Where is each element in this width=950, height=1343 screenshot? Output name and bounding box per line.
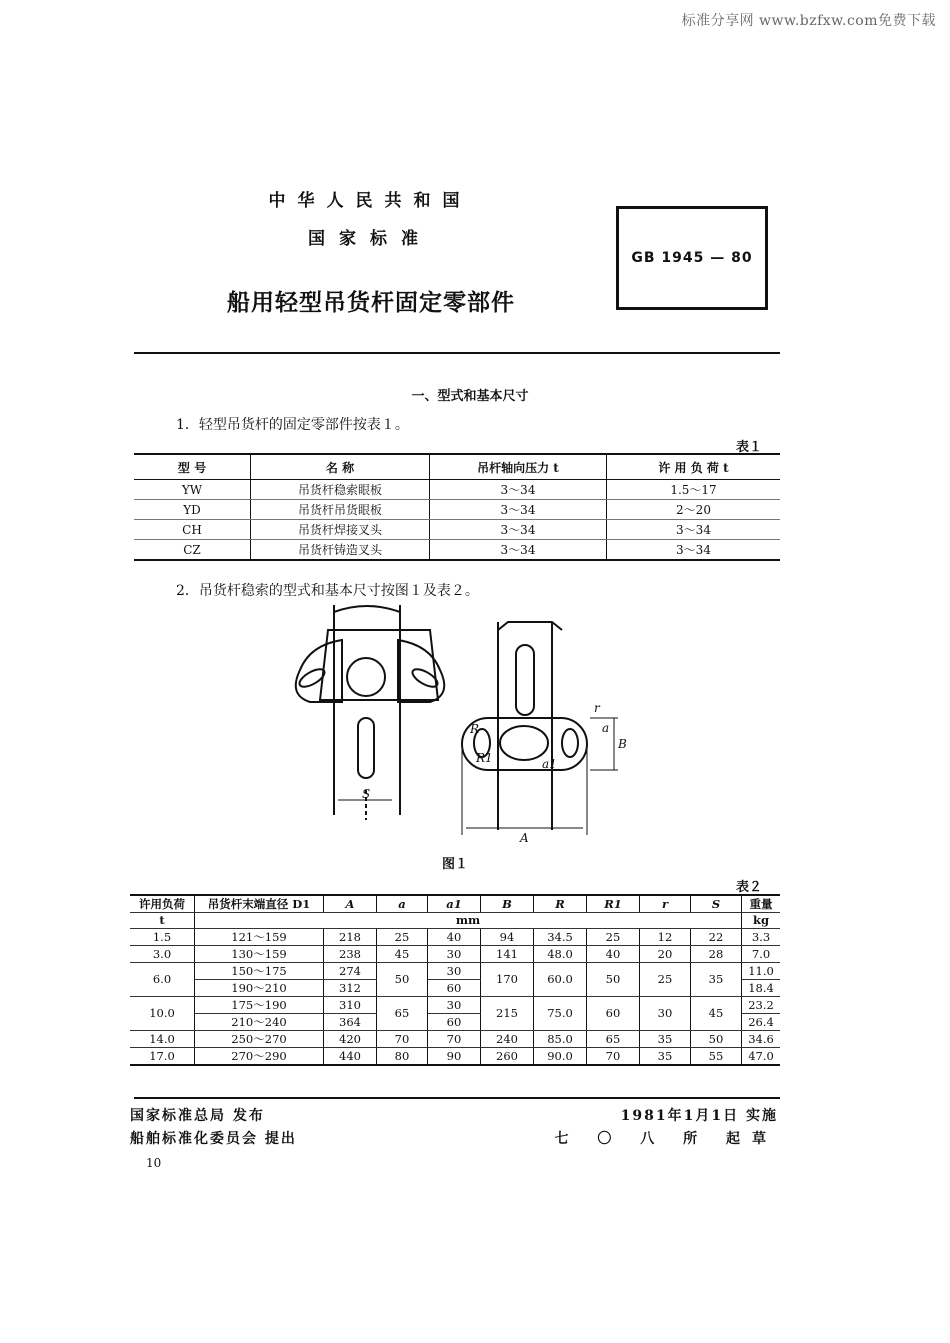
t1-cell: 3～34 (430, 500, 607, 520)
t1-cell: 3～34 (430, 540, 607, 561)
t2-header: r (640, 895, 691, 913)
t2-header: A (324, 895, 377, 913)
t2-cell: 35 (691, 962, 742, 996)
t2-cell: 65 (377, 996, 428, 1030)
standard-number-box (616, 206, 768, 310)
label-s: S (362, 787, 371, 801)
t2-cell: 11.0 (742, 962, 781, 979)
t2-cell: 90 (428, 1047, 481, 1065)
t2-header: a1 (428, 895, 481, 913)
t2-cell: 50 (587, 962, 640, 996)
table2 (130, 894, 780, 1066)
table-row (134, 520, 780, 540)
t2-cell: 7.0 (742, 945, 781, 962)
t2-header-unit: kg (742, 913, 781, 929)
t1-header: 名 称 (251, 454, 430, 480)
watermark: 标准分享网 www.bzfxw.com免费下载 (681, 13, 936, 29)
t2-cell: 45 (377, 945, 428, 962)
t2-cell: 50 (691, 1030, 742, 1047)
t2-cell: 23.2 (742, 996, 781, 1013)
figure1-caption: 图１ (442, 857, 469, 872)
right-long-slot (516, 645, 534, 715)
center-hole (347, 658, 385, 696)
t2-cell: 45 (691, 996, 742, 1030)
table-row (130, 945, 780, 962)
t2-header: S (691, 895, 742, 913)
paragraph-1: 1．轻型吊货杆的固定零部件按表１。 (176, 417, 409, 433)
t2-cell: 30 (428, 996, 481, 1013)
t2-cell: 60.0 (534, 962, 587, 996)
label-r1: R1 (476, 751, 493, 765)
t1-cell: 吊货杆稳索眼板 (251, 480, 430, 500)
t2-cell: 25 (640, 962, 691, 996)
t2-cell: 121～159 (195, 928, 324, 945)
t2-cell: 440 (324, 1047, 377, 1065)
t1-cell: 吊货杆吊货眼板 (251, 500, 430, 520)
table-row (130, 1047, 780, 1065)
t1-header: 型 号 (134, 454, 251, 480)
t2-cell: 26.4 (742, 1013, 781, 1030)
t2-cell: 14.0 (130, 1030, 195, 1047)
t2-cell: 48.0 (534, 945, 587, 962)
t2-cell: 274 (324, 962, 377, 979)
t2-cell: 1.5 (130, 928, 195, 945)
table-row (130, 962, 780, 979)
table2-caption: 表２ (736, 880, 763, 895)
left-long-slot (358, 718, 374, 778)
t2-cell: 34.6 (742, 1030, 781, 1047)
footer-effective-date: 1981年1月1日 实施 (620, 1108, 778, 1124)
label-a1: a1 (542, 757, 557, 771)
t1-cell: CZ (134, 540, 251, 561)
t2-cell: 190～210 (195, 979, 324, 996)
t2-cell: 70 (428, 1030, 481, 1047)
t2-cell: 250～270 (195, 1030, 324, 1047)
t2-cell: 260 (481, 1047, 534, 1065)
t2-cell: 25 (587, 928, 640, 945)
t1-cell: 3～34 (430, 520, 607, 540)
table-row (130, 1030, 780, 1047)
t1-cell: 2～20 (607, 500, 781, 520)
t2-cell: 40 (587, 945, 640, 962)
t1-cell: YW (134, 480, 251, 500)
footer-proposed-by: 船舶标准化委员会 提出 (130, 1131, 297, 1147)
t1-cell: 1.5～17 (607, 480, 781, 500)
footer-rule (134, 1097, 780, 1099)
label-a: A (520, 831, 529, 845)
t1-header: 许 用 负 荷 t (607, 454, 781, 480)
t2-cell: 22 (691, 928, 742, 945)
table-row (134, 540, 780, 561)
t2-cell: 364 (324, 1013, 377, 1030)
t2-cell: 210～240 (195, 1013, 324, 1030)
t1-cell: 3～34 (607, 540, 781, 561)
page-number: 10 (146, 1156, 162, 1170)
t2-cell: 238 (324, 945, 377, 962)
t2-cell: 312 (324, 979, 377, 996)
t2-cell: 10.0 (130, 996, 195, 1030)
t2-cell: 34.5 (534, 928, 587, 945)
figure1-drawing (280, 600, 630, 845)
t2-cell: 3.3 (742, 928, 781, 945)
t2-cell: 270～290 (195, 1047, 324, 1065)
t2-cell: 215 (481, 996, 534, 1030)
t2-cell: 30 (640, 996, 691, 1030)
t2-header: B (481, 895, 534, 913)
t2-header-unit: mm (195, 913, 742, 929)
document-title: 船用轻型吊货杆固定零部件 (227, 289, 515, 316)
paragraph-2: 2．吊货杆稳索的型式和基本尺寸按图１及表２。 (176, 583, 479, 599)
t1-cell: YD (134, 500, 251, 520)
t2-cell: 310 (324, 996, 377, 1013)
label-r-small: r (594, 701, 600, 715)
t1-cell: 3～34 (430, 480, 607, 500)
t2-cell: 25 (377, 928, 428, 945)
footer-drafted-by: 七 〇 八 所 起草 (554, 1131, 778, 1147)
t2-cell: 50 (377, 962, 428, 996)
t2-cell: 30 (428, 962, 481, 979)
t2-cell: 141 (481, 945, 534, 962)
t2-cell: 90.0 (534, 1047, 587, 1065)
t2-cell: 65 (587, 1030, 640, 1047)
t1-header: 吊杆轴向压力 t (430, 454, 607, 480)
table-row (134, 480, 780, 500)
plate-main-hole (500, 726, 548, 760)
t2-cell: 80 (377, 1047, 428, 1065)
t2-cell: 150～175 (195, 962, 324, 979)
label-b: B (618, 737, 627, 751)
t1-cell: 吊货杆铸造叉头 (251, 540, 430, 561)
t2-cell: 60 (428, 1013, 481, 1030)
left-wing (296, 640, 342, 702)
label-a-small: a (602, 721, 610, 735)
t2-cell: 60 (428, 979, 481, 996)
right-slot (410, 666, 440, 690)
t2-cell: 55 (691, 1047, 742, 1065)
t2-cell: 20 (640, 945, 691, 962)
t2-cell: 35 (640, 1030, 691, 1047)
header-rule (134, 352, 780, 354)
t2-cell: 30 (428, 945, 481, 962)
table1-caption: 表１ (736, 440, 763, 455)
t2-header: 重量 (742, 895, 781, 913)
t2-header-unit: t (130, 913, 195, 929)
table-row (134, 500, 780, 520)
t2-cell: 75.0 (534, 996, 587, 1030)
t2-header: R (534, 895, 587, 913)
plate-right-hole (562, 729, 578, 757)
t2-header: 许用负荷 (130, 895, 195, 913)
t2-cell: 6.0 (130, 962, 195, 996)
t2-cell: 18.4 (742, 979, 781, 996)
label-r: R (470, 722, 480, 736)
t2-cell: 94 (481, 928, 534, 945)
t2-cell: 170 (481, 962, 534, 996)
t2-cell: 3.0 (130, 945, 195, 962)
t2-cell: 28 (691, 945, 742, 962)
table-row (130, 928, 780, 945)
t2-cell: 47.0 (742, 1047, 781, 1065)
t2-cell: 60 (587, 996, 640, 1030)
t2-cell: 175～190 (195, 996, 324, 1013)
t2-cell: 40 (428, 928, 481, 945)
t2-cell: 218 (324, 928, 377, 945)
t2-header: a (377, 895, 428, 913)
t2-cell: 240 (481, 1030, 534, 1047)
t2-cell: 85.0 (534, 1030, 587, 1047)
t2-cell: 420 (324, 1030, 377, 1047)
t1-cell: 3～34 (607, 520, 781, 540)
header-country: 中华人民共和国 (268, 191, 472, 211)
table-row (130, 996, 780, 1013)
t1-cell: CH (134, 520, 251, 540)
t2-header: 吊货杆末端直径 D1 (195, 895, 324, 913)
t2-cell: 17.0 (130, 1047, 195, 1065)
t2-header: R1 (587, 895, 640, 913)
t2-cell: 12 (640, 928, 691, 945)
section-heading: 一、型式和基本尺寸 (411, 389, 529, 404)
t2-cell: 35 (640, 1047, 691, 1065)
table1 (134, 453, 780, 561)
t2-cell: 70 (377, 1030, 428, 1047)
header-national-standard: 国家标准 (308, 229, 432, 249)
t2-cell: 130～159 (195, 945, 324, 962)
left-slot (297, 666, 327, 690)
t2-cell: 70 (587, 1047, 640, 1065)
footer-issued-by: 国家标准总局 发布 (130, 1108, 265, 1124)
t1-cell: 吊货杆焊接叉头 (251, 520, 430, 540)
standard-number: GB 1945 — 80 (631, 250, 753, 266)
